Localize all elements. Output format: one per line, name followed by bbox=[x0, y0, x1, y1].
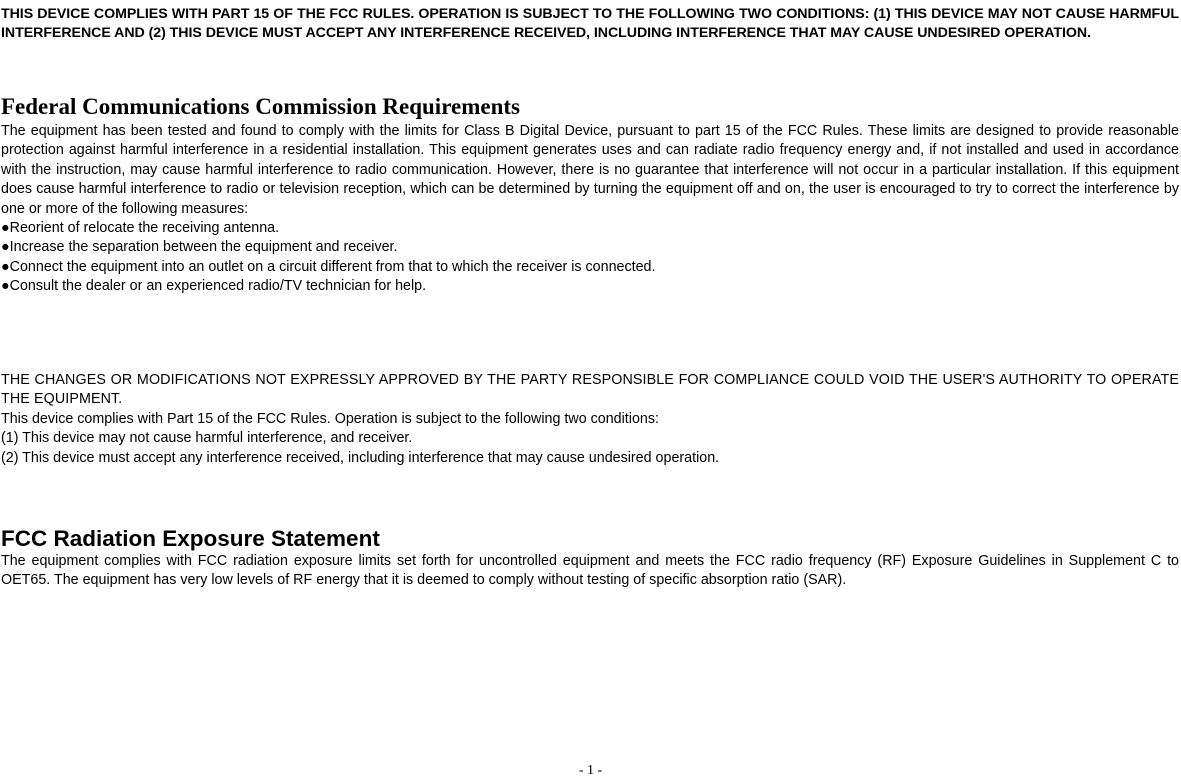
changes-notice-section bbox=[1, 371, 1179, 468]
condition-item: (2) This device must accept any interference received, including interference that may cause undesired operation. bbox=[1, 449, 720, 466]
measure-item: ●Consult the dealer or an experienced radio/TV technician for help. bbox=[1, 278, 427, 295]
fcc-requirements-section bbox=[1, 122, 1179, 297]
page-number: - 1 - bbox=[578, 763, 603, 778]
condition-item: (1) This device may not cause harmful interference, and receiver. bbox=[1, 430, 413, 447]
fcc-requirements-heading: Federal Communications Commission Requirements bbox=[1, 94, 520, 119]
radiation-exposure-paragraph: The equipment complies with FCC radiation exposure limits set forth for uncontrolled equipment and meets the FCC radio frequency (RF) Exposure Guidelines in Supplement C to OET65. The equipment has very low levels of RF energy that it is deemed to comply without testing of specific absorption ratio (SAR). bbox=[1, 553, 1179, 589]
radiation-exposure-heading: FCC Radiation Exposure Statement bbox=[1, 526, 380, 551]
fcc-requirements-paragraph: The equipment has been tested and found to comply with the limits for Class B Digital Device, pursuant to part 15 of the FCC Rules. These limits are designed to provide reasonable protection against harmful interference in a residential installation. This equipment generates uses and can radiate radio frequency energy and, if not installed and used in accordance with the instruction, may cause harmful interference to radio communication. However, there is no guarantee that interference will not occur in a particular installation. If this equipment does cause harmful interference to radio or television reception, which can be determined by turning the equipment off and on, the user is encouraged to try to correct the interference by one or more of the following measures: bbox=[1, 123, 1179, 217]
part15-compliance-notice: THIS DEVICE COMPLIES WITH PART 15 OF THE FCC RULES. OPERATION IS SUBJECT TO THE FOLLOWING TWO CONDITIONS: (1) THIS DEVICE MAY NOT CAUSE HARMFUL INTERFERENCE AND (2) THIS DEVICE MUST ACCEPT ANY INTERFERENCE RECEIVED, INCLUDING INTERFERENCE THAT MAY CAUSE UNDESIRED OPERATION. bbox=[1, 6, 1179, 41]
measure-item: ●Reorient of relocate the receiving antenna. bbox=[1, 220, 280, 237]
part15-statement: This device complies with Part 15 of the FCC Rules. Operation is subject to the following two conditions: bbox=[1, 410, 659, 427]
modifications-warning: THE CHANGES OR MODIFICATIONS NOT EXPRESSLY APPROVED BY THE PARTY RESPONSIBLE FOR COMPLIANCE COULD VOID THE USER'S AUTHORITY TO OPERATE THE EQUIPMENT. bbox=[1, 372, 1179, 408]
measure-item: ●Connect the equipment into an outlet on a circuit different from that to which the receiver is connected. bbox=[1, 258, 656, 275]
interference-measures-list bbox=[1, 219, 1179, 297]
measure-item: ●Increase the separation between the equipment and receiver. bbox=[1, 239, 398, 256]
